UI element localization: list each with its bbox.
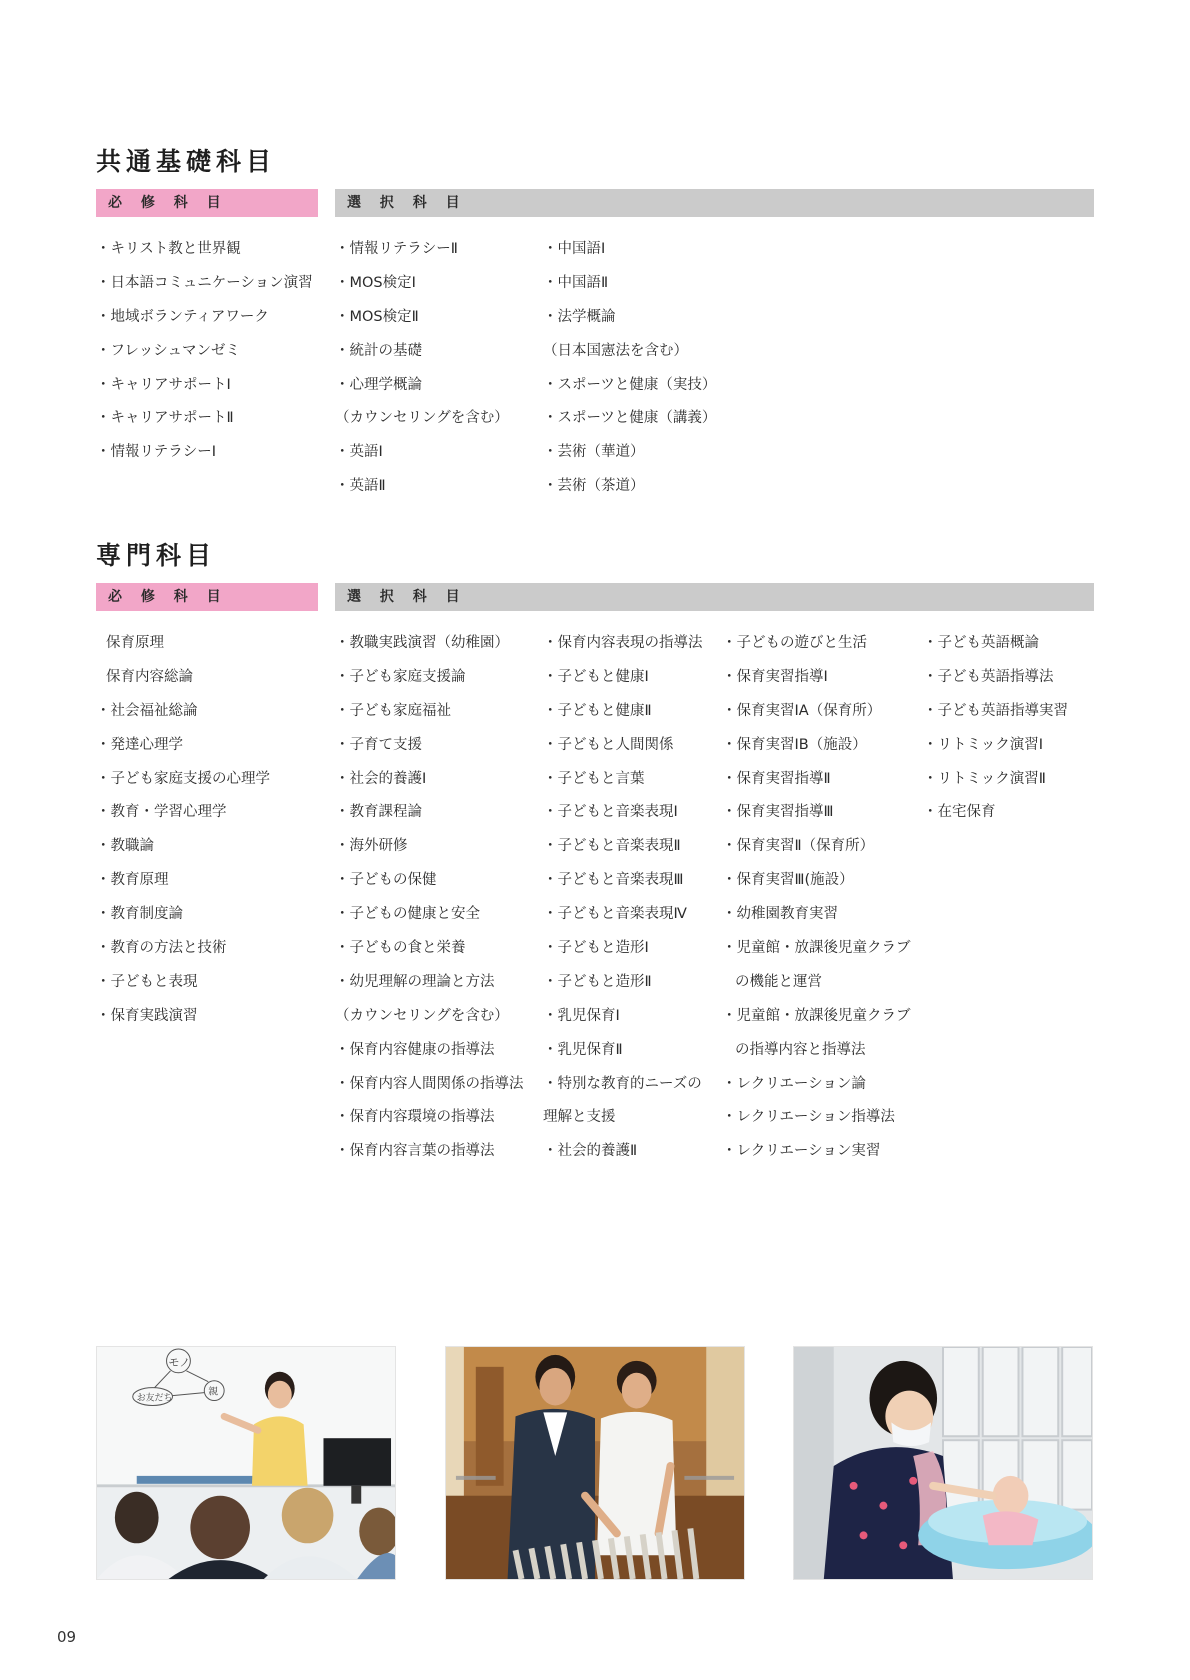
course-item: ・子どもの遊びと生活 xyxy=(722,635,867,651)
course-item: ・保育内容健康の指導法 xyxy=(335,1041,495,1058)
course-item: ・子どもと人間関係 xyxy=(543,736,674,753)
course-item: 保育原理 xyxy=(106,635,164,651)
course-item: ・子どもと音楽表現Ⅱ xyxy=(543,838,681,855)
course-item: ・子どもと健康Ⅱ xyxy=(543,702,652,719)
course-item: ・保育実習指導Ⅰ xyxy=(722,668,828,685)
course-item: ・リトミック演習Ⅱ xyxy=(923,770,1046,787)
course-item: ・キリスト教と世界観 xyxy=(96,241,241,257)
course-item: ・幼稚園教育実習 xyxy=(722,906,838,923)
course-item: ・芸術（茶道） xyxy=(543,478,645,495)
course-item: ・子どもと健康Ⅰ xyxy=(543,668,649,685)
course-item: ・レクリエーション実習 xyxy=(722,1143,881,1160)
specialized-section-title: 専門科目 xyxy=(96,541,217,570)
common-required-header: 必 修 科 目 xyxy=(96,189,318,217)
course-item: ・情報リテラシーⅡ xyxy=(335,241,458,257)
course-item: ・子どもの健康と安全 xyxy=(335,906,480,923)
course-item: ・社会的養護Ⅰ xyxy=(335,770,427,787)
course-item: ・子ども家庭福祉 xyxy=(335,702,451,719)
course-item: ・乳児保育Ⅰ xyxy=(543,1007,620,1024)
course-item: ・法学概論 xyxy=(543,308,616,325)
course-item: ・子どもと造形Ⅱ xyxy=(543,973,652,990)
course-item: ・芸術（華道） xyxy=(543,444,645,461)
whiteboard-note: お友だち xyxy=(136,1392,173,1403)
course-item: ・子ども英語指導実習 xyxy=(923,702,1068,719)
common-elective-list-1 xyxy=(335,233,509,504)
course-item: ・教育の方法と技術 xyxy=(96,940,227,957)
course-item: ・子どもの食と栄養 xyxy=(335,940,466,957)
specialized-elective-list-2 xyxy=(543,627,703,1169)
specialized-elective-list-4 xyxy=(923,627,1068,830)
specialized-elective-header: 選 択 科 目 xyxy=(335,583,1094,611)
course-item: ・海外研修 xyxy=(335,838,408,855)
course-item: （日本国憲法を含む） xyxy=(543,342,688,359)
classroom-lecture-photo xyxy=(96,1346,396,1580)
course-item: ・子ども英語指導法 xyxy=(923,668,1054,685)
course-item: ・情報リテラシーⅠ xyxy=(96,444,216,461)
course-item: ・レクリエーション論 xyxy=(722,1075,866,1092)
course-item: 理解と支援 xyxy=(543,1109,616,1126)
common-elective-list-2 xyxy=(543,233,716,504)
common-elective-header: 選 択 科 目 xyxy=(335,189,1094,217)
whiteboard-note: 親 xyxy=(208,1386,219,1398)
course-item: ・統計の基礎 xyxy=(335,342,422,359)
course-item: （カウンセリングを含む） xyxy=(335,410,509,427)
common-section-title: 共通基礎科目 xyxy=(96,147,277,176)
course-item: ・保育実習指導Ⅱ xyxy=(722,770,831,787)
specialized-elective-list-3 xyxy=(722,627,911,1169)
course-item: ・MOS検定Ⅰ xyxy=(335,274,416,291)
course-item: ・教育原理 xyxy=(96,872,169,889)
course-item: ・子どもの保健 xyxy=(335,872,437,889)
common-required-list xyxy=(96,233,313,470)
course-item: の指導内容と指導法 xyxy=(735,1041,866,1058)
course-item: ・リトミック演習Ⅰ xyxy=(923,736,1043,753)
course-item: ・中国語Ⅰ xyxy=(543,241,606,257)
course-item: ・英語Ⅰ xyxy=(335,444,383,461)
whiteboard-note: モノ xyxy=(168,1356,191,1369)
course-item: ・キャリアサポートⅡ xyxy=(96,410,234,427)
course-item: ・保育実習ⅠB（施設） xyxy=(722,736,867,753)
course-item: ・保育内容言葉の指導法 xyxy=(335,1143,495,1160)
course-item: ・教育制度論 xyxy=(96,906,183,923)
course-item: ・子育て支援 xyxy=(335,736,422,753)
course-item: 保育内容総論 xyxy=(106,668,193,685)
music-practice-photo xyxy=(445,1346,745,1580)
course-item: ・特別な教育的ニーズの xyxy=(543,1075,702,1092)
course-item: ・英語Ⅱ xyxy=(335,478,386,495)
course-item: ・地域ボランティアワーク xyxy=(96,308,269,325)
course-item: ・保育実習指導Ⅲ xyxy=(722,804,834,821)
baby-bathing-practice-photo xyxy=(793,1346,1093,1580)
course-item: ・日本語コミュニケーション演習 xyxy=(96,274,313,291)
course-item: ・スポーツと健康（実技） xyxy=(543,376,717,393)
course-item: ・在宅保育 xyxy=(923,804,996,821)
course-item: ・児童館・放課後児童クラブ xyxy=(722,940,911,957)
course-item: ・キャリアサポートⅠ xyxy=(96,376,231,393)
course-item: ・保育実習ⅠA（保育所） xyxy=(722,702,882,719)
course-item: ・保育実習Ⅱ（保育所） xyxy=(722,838,875,855)
course-item: ・保育実践演習 xyxy=(96,1007,198,1024)
course-item: ・中国語Ⅱ xyxy=(543,274,609,291)
course-item: ・保育内容人間関係の指導法 xyxy=(335,1075,524,1092)
course-item: ・MOS検定Ⅱ xyxy=(335,308,419,325)
course-item: ・教育課程論 xyxy=(335,804,422,821)
course-item: ・心理学概論 xyxy=(335,376,422,393)
course-item: ・保育実習Ⅲ(施設） xyxy=(722,872,854,889)
course-item: ・フレッシュマンゼミ xyxy=(96,342,240,359)
course-item: ・子どもと音楽表現Ⅰ xyxy=(543,804,678,821)
course-item: ・社会的養護Ⅱ xyxy=(543,1143,638,1160)
course-item: ・社会福祉総論 xyxy=(96,702,198,719)
course-item: ・幼児理解の理論と方法 xyxy=(335,973,495,990)
course-item: ・子ども家庭支援論 xyxy=(335,668,466,685)
course-item: ・子どもと音楽表現Ⅲ xyxy=(543,872,684,889)
specialized-elective-list-1 xyxy=(335,627,524,1169)
course-item: ・子どもと音楽表現Ⅳ xyxy=(543,906,687,923)
course-item: （カウンセリングを含む） xyxy=(335,1007,509,1024)
course-item: の機能と運営 xyxy=(735,973,822,990)
course-item: ・教職論 xyxy=(96,838,154,855)
course-item: ・保育内容環境の指導法 xyxy=(335,1109,495,1126)
course-item: ・教職実践演習（幼稚園） xyxy=(335,635,509,651)
course-item: ・子どもと造形Ⅰ xyxy=(543,940,649,957)
course-item: ・児童館・放課後児童クラブ xyxy=(722,1007,911,1024)
course-item: ・教育・学習心理学 xyxy=(96,804,227,821)
course-item: ・子どもと言葉 xyxy=(543,770,645,787)
course-item: ・レクリエーション指導法 xyxy=(722,1109,895,1126)
page-number: 09 xyxy=(57,1628,77,1646)
course-item: ・スポーツと健康（講義） xyxy=(543,410,717,427)
course-item: ・子ども英語概論 xyxy=(923,635,1039,651)
specialized-required-header: 必 修 科 目 xyxy=(96,583,318,611)
course-item: ・子ども家庭支援の心理学 xyxy=(96,770,270,787)
course-item: ・乳児保育Ⅱ xyxy=(543,1041,623,1058)
course-item: ・保育内容表現の指導法 xyxy=(543,635,703,651)
course-item: ・発達心理学 xyxy=(96,736,183,753)
specialized-required-list xyxy=(96,627,270,1034)
course-item: ・子どもと表現 xyxy=(96,973,198,990)
